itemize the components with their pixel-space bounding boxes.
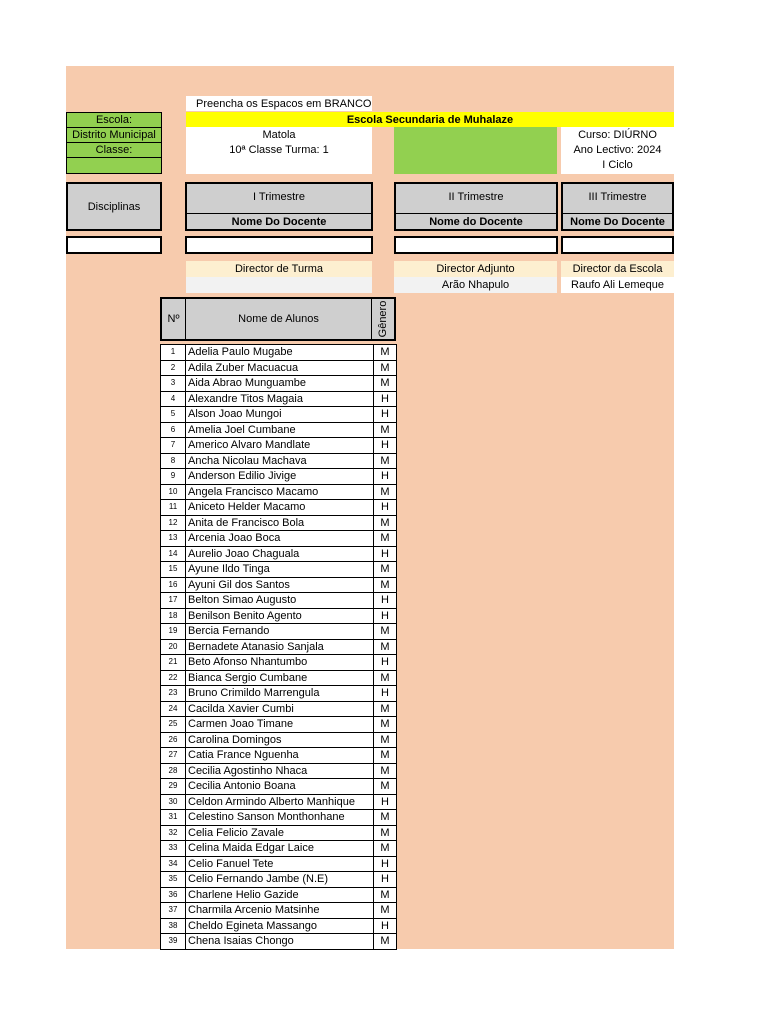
student-name[interactable]: Bianca Sergio Cumbane [186,670,374,686]
student-name[interactable]: Angela Francisco Macamo [186,484,374,500]
student-gender[interactable]: M [374,624,397,640]
student-number: 35 [161,872,186,888]
student-name[interactable]: Ancha Nicolau Machava [186,453,374,469]
student-row [161,593,397,609]
trimestre-2-docente: Nome do Docente [396,213,556,229]
trimestre-3-docente: Nome Do Docente [563,213,672,229]
student-row [161,903,397,919]
student-gender[interactable]: M [374,376,397,392]
student-gender[interactable]: M [374,484,397,500]
student-row [161,655,397,671]
ano-lectivo-text: Ano Lectivo: 2024 [573,144,662,156]
student-row [161,670,397,686]
student-name[interactable]: Aniceto Helder Macamo [186,500,374,516]
student-number: 13 [161,531,186,547]
student-name[interactable]: Belton Simao Augusto [186,593,374,609]
student-row [161,763,397,779]
student-row [161,779,397,795]
student-number: 5 [161,407,186,423]
trimestre-2-title: II Trimestre [448,191,504,203]
student-number: 3 [161,376,186,392]
student-gender[interactable]: M [374,825,397,841]
student-number: 38 [161,918,186,934]
director-turma-name[interactable] [186,277,372,293]
student-gender[interactable]: M [374,422,397,438]
student-gender[interactable]: M [374,748,397,764]
student-gender[interactable]: M [374,562,397,578]
student-name[interactable]: Arcenia Joao Boca [186,531,374,547]
student-number: 39 [161,934,186,950]
student-gender[interactable]: H [374,593,397,609]
student-gender[interactable]: M [374,360,397,376]
student-number: 37 [161,903,186,919]
student-name[interactable]: Carolina Domingos [186,732,374,748]
student-row [161,918,397,934]
student-number: 9 [161,469,186,485]
student-gender[interactable]: M [374,701,397,717]
student-name[interactable]: Charmila Arcenio Matsinhe [186,903,374,919]
student-row [161,624,397,640]
student-row [161,391,397,407]
student-gender[interactable]: H [374,794,397,810]
trimestre-3-title: III Trimestre [588,191,647,203]
student-gender[interactable]: H [374,438,397,454]
student-number: 16 [161,577,186,593]
student-name[interactable]: Ayune Ildo Tinga [186,562,374,578]
student-gender[interactable]: M [374,515,397,531]
student-gender[interactable]: M [374,763,397,779]
student-number: 30 [161,794,186,810]
student-gender[interactable]: M [374,903,397,919]
student-number: 4 [161,391,186,407]
student-row [161,407,397,423]
student-row [161,732,397,748]
student-row [161,422,397,438]
student-gender[interactable]: M [374,841,397,857]
student-name[interactable]: Catia France Nguenha [186,748,374,764]
student-name[interactable]: Amelia Joel Cumbane [186,422,374,438]
student-number: 11 [161,500,186,516]
escola-name[interactable]: Escola Secundaria de Muhalaze [186,112,674,127]
student-gender[interactable]: H [374,391,397,407]
student-gender[interactable]: M [374,531,397,547]
student-number: 8 [161,453,186,469]
student-gender[interactable]: H [374,686,397,702]
director-adjunto-name[interactable]: Arão Nhapulo [394,277,557,293]
student-row [161,639,397,655]
docente-1-input[interactable] [185,236,373,254]
student-row [161,360,397,376]
col-gender-header: Gênero [377,300,389,338]
instruction-text: Preencha os Espacos em BRANCO [186,96,372,111]
docente-3-input[interactable] [561,236,674,254]
student-row [161,500,397,516]
student-number: 6 [161,422,186,438]
student-row [161,438,397,454]
ciclo-text: I Ciclo [602,159,633,171]
student-number: 23 [161,686,186,702]
student-name[interactable]: Adelia Paulo Mugabe [186,345,374,361]
director-escola-name[interactable]: Raufo Ali Lemeque [561,277,674,293]
classe-label: Classe: [66,142,162,158]
green-block [394,127,557,174]
student-name[interactable]: Aida Abrao Munguambe [186,376,374,392]
disciplina-input[interactable] [66,236,162,254]
student-number: 31 [161,810,186,826]
student-name[interactable]: Charlene Helio Gazide [186,887,374,903]
student-gender[interactable]: M [374,717,397,733]
student-name[interactable]: Anita de Francisco Bola [186,515,374,531]
student-gender[interactable]: H [374,407,397,423]
col-gender-header-cell [372,299,394,339]
student-name[interactable]: Celio Fernando Jambe (N.E) [186,872,374,888]
student-name[interactable]: Cacilda Xavier Cumbi [186,701,374,717]
student-row [161,376,397,392]
student-gender[interactable]: M [374,670,397,686]
student-row [161,453,397,469]
student-gender[interactable]: H [374,608,397,624]
student-row [161,345,397,361]
student-number: 20 [161,639,186,655]
student-row [161,469,397,485]
student-number: 14 [161,546,186,562]
student-row [161,856,397,872]
student-gender[interactable]: H [374,655,397,671]
distrito-value[interactable]: Matola [262,129,296,141]
student-number: 25 [161,717,186,733]
student-gender[interactable]: M [374,639,397,655]
student-row [161,531,397,547]
student-gender[interactable]: H [374,469,397,485]
student-name[interactable]: Ayuni Gil dos Santos [186,577,374,593]
student-number: 19 [161,624,186,640]
student-name[interactable]: Bruno Crimildo Marrengula [186,686,374,702]
students-table [160,344,397,950]
student-gender[interactable]: M [374,453,397,469]
student-name[interactable]: Bernadete Atanasio Sanjala [186,639,374,655]
student-number: 7 [161,438,186,454]
student-name[interactable]: Celestino Sanson Monthonhane [186,810,374,826]
student-row [161,748,397,764]
student-gender[interactable]: M [374,810,397,826]
student-row [161,562,397,578]
student-gender[interactable]: H [374,546,397,562]
director-escola-label: Director da Escola [561,261,674,277]
trimestre-1-title: I Trimestre [253,191,305,203]
student-gender[interactable]: M [374,732,397,748]
student-number: 33 [161,841,186,857]
student-number: 28 [161,763,186,779]
student-name[interactable]: Cecilia Agostinho Nhaca [186,763,374,779]
student-number: 15 [161,562,186,578]
docente-2-input[interactable] [394,236,558,254]
student-number: 21 [161,655,186,671]
student-row [161,810,397,826]
student-row [161,825,397,841]
student-gender[interactable]: M [374,934,397,950]
student-gender[interactable]: M [374,887,397,903]
student-name[interactable]: Celio Fanuel Tete [186,856,374,872]
student-row [161,887,397,903]
student-gender[interactable]: H [374,872,397,888]
student-gender[interactable]: M [374,779,397,795]
student-number: 34 [161,856,186,872]
student-number: 29 [161,779,186,795]
student-name[interactable]: Americo Alvaro Mandlate [186,438,374,454]
curso-text: Curso: DIÚRNO [578,129,657,141]
student-row [161,546,397,562]
student-name[interactable]: Cheldo Egineta Massango [186,918,374,934]
student-number: 2 [161,360,186,376]
student-name[interactable]: Alson Joao Mungoi [186,407,374,423]
student-row [161,608,397,624]
student-number: 26 [161,732,186,748]
student-row [161,577,397,593]
student-number: 10 [161,484,186,500]
student-name[interactable]: Alexandre Titos Magaia [186,391,374,407]
student-row [161,872,397,888]
student-row [161,686,397,702]
student-number: 18 [161,608,186,624]
escola-label: Escola: [66,112,162,128]
label-filler [66,157,162,174]
student-number: 1 [161,345,186,361]
col-name-header: Nome de Alunos [186,299,372,339]
student-number: 36 [161,887,186,903]
student-name[interactable]: Beto Afonso Nhantumbo [186,655,374,671]
student-name[interactable]: Anderson Edilio Jivige [186,469,374,485]
director-adjunto-label: Director Adjunto [394,261,557,277]
student-name[interactable]: Adila Zuber Macuacua [186,360,374,376]
student-name[interactable]: Celina Maida Edgar Laice [186,841,374,857]
student-row [161,701,397,717]
student-name[interactable]: Carmen Joao Timane [186,717,374,733]
student-number: 12 [161,515,186,531]
student-name[interactable]: Celdon Armindo Alberto Manhique [186,794,374,810]
student-row [161,484,397,500]
student-number: 17 [161,593,186,609]
student-name[interactable]: Benilson Benito Agento [186,608,374,624]
student-number: 32 [161,825,186,841]
distrito-label: Distrito Municipal [66,127,162,143]
student-gender[interactable]: M [374,345,397,361]
student-row [161,934,397,950]
student-number: 27 [161,748,186,764]
student-gender[interactable]: H [374,918,397,934]
col-num-header: Nº [162,299,186,339]
student-gender[interactable]: M [374,577,397,593]
student-name[interactable]: Celia Felicio Zavale [186,825,374,841]
student-row [161,841,397,857]
trimestre-1-docente: Nome Do Docente [187,213,371,229]
student-name[interactable]: Cecilia Antonio Boana [186,779,374,795]
student-name[interactable]: Bercia Fernando [186,624,374,640]
student-row [161,794,397,810]
director-turma-label: Director de Turma [186,261,372,277]
student-name[interactable]: Chena Isaias Chongo [186,934,374,950]
student-number: 24 [161,701,186,717]
classe-value[interactable]: 10ª Classe Turma: 1 [229,144,329,156]
student-gender[interactable]: H [374,500,397,516]
student-name[interactable]: Aurelio Joao Chaguala [186,546,374,562]
student-gender[interactable]: H [374,856,397,872]
student-row [161,717,397,733]
student-row [161,515,397,531]
disciplinas-header: Disciplinas [66,182,162,231]
student-number: 22 [161,670,186,686]
